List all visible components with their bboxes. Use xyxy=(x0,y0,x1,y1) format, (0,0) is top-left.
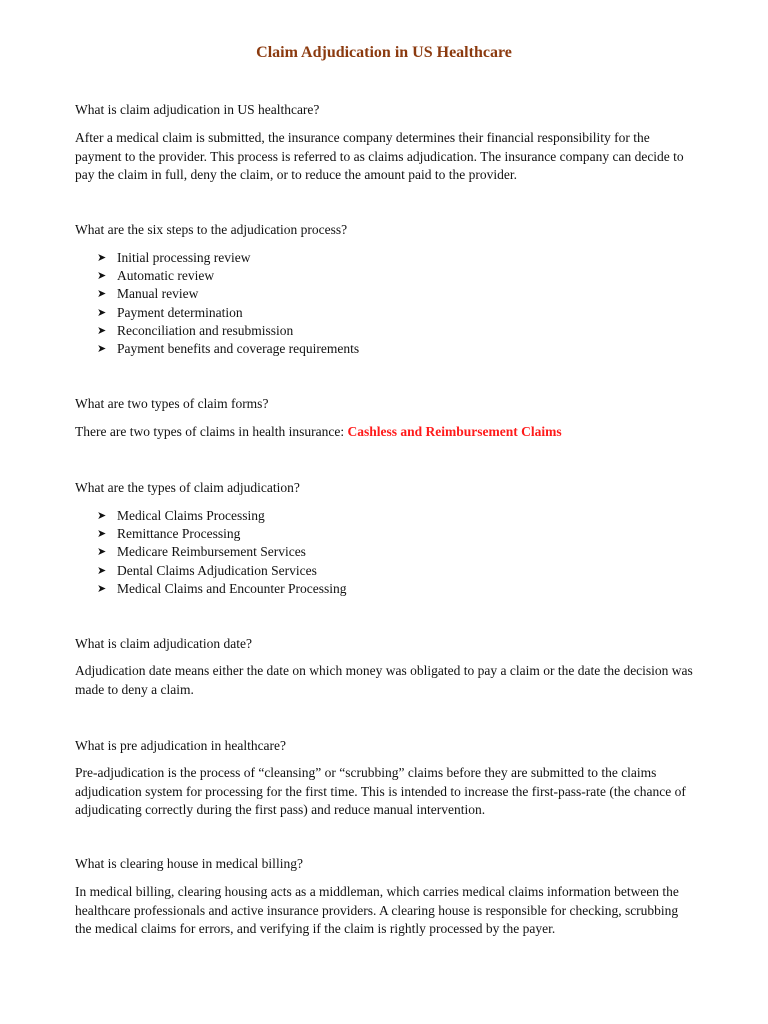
arrowhead-icon: ➤ xyxy=(97,324,107,337)
six-steps-list-block xyxy=(75,249,695,358)
arrowhead-icon: ➤ xyxy=(97,306,107,319)
list-item: ➤ Payment determination xyxy=(97,304,695,322)
question: What is clearing house in medical billing? xyxy=(75,856,303,871)
list-item: ➤ Dental Claims Adjudication Services xyxy=(97,562,695,580)
list-item: ➤ Reconciliation and resubmission xyxy=(97,322,695,340)
arrowhead-icon: ➤ xyxy=(97,564,107,577)
section-six-steps xyxy=(75,221,695,240)
claim-forms-answer-block xyxy=(75,423,695,442)
arrowhead-icon: ➤ xyxy=(97,510,107,522)
question: What are two types of claim forms? xyxy=(75,396,269,411)
types-list-block xyxy=(75,507,695,598)
section-pre-adjudication xyxy=(75,737,695,756)
answer xyxy=(75,423,695,442)
section-what-is-adjudication xyxy=(75,101,695,120)
pre-adjudication-answer-block xyxy=(75,764,695,820)
answer-prefix: There are two types of claims in health insurance: xyxy=(75,424,348,439)
answer-block xyxy=(75,129,695,185)
question: What is claim adjudication date? xyxy=(75,636,252,651)
clearing-house-answer-block xyxy=(75,883,695,939)
section-adjudication-date xyxy=(75,635,695,654)
arrowhead-icon: ➤ xyxy=(97,342,107,355)
section-claim-forms xyxy=(75,395,695,414)
arrowhead-icon: ➤ xyxy=(97,288,107,301)
arrowhead-icon: ➤ xyxy=(97,546,107,559)
arrowhead-icon: ➤ xyxy=(97,528,107,541)
answer: Pre-adjudication is the process of “cleansing” or “scrubbing” claims before they are submitted to the claims adjudication system for processing for the first time. This is intended to increase the first-pass-rate (the chance of adjudicating correctly during the first pass) and reduce manual intervention. xyxy=(75,765,686,817)
adjudication-types-list xyxy=(75,507,695,598)
list-item: ➤ Initial processing review xyxy=(97,249,695,267)
list-item: ➤ Medical Claims Processing xyxy=(97,507,695,525)
list-item: ➤ Remittance Processing xyxy=(97,525,695,543)
list-item: ➤ Medical Claims and Encounter Processing xyxy=(97,580,695,598)
six-steps-list xyxy=(75,249,695,358)
page-title: Claim Adjudication in US Healthcare xyxy=(256,44,512,61)
question: What is pre adjudication in healthcare? xyxy=(75,738,287,753)
arrowhead-icon: ➤ xyxy=(97,582,107,595)
answer: After a medical claim is submitted, the insurance company determines their financial responsibility for the payment to the provider. This process is referred to as claims adjudication. The insurance company can decide to pay the claim in full, deny the claim, or to reduce the amount paid to the provider. xyxy=(75,130,684,182)
list-item: ➤ Payment benefits and coverage requirements xyxy=(97,340,695,358)
section-types-of-adjudication xyxy=(75,479,695,498)
question: What is claim adjudication in US healthcare? xyxy=(75,102,320,117)
list-item: ➤ Medicare Reimbursement Services xyxy=(97,543,695,561)
answer: Adjudication date means either the date on which money was obligated to pay a claim or the date the decision was made to deny a claim. xyxy=(75,663,693,697)
list-item: ➤ Manual review xyxy=(97,285,695,303)
arrowhead-icon: ➤ xyxy=(97,270,107,283)
adjudication-date-answer-block xyxy=(75,662,695,699)
section-clearing-house xyxy=(75,855,695,874)
arrowhead-icon: ➤ xyxy=(97,252,107,264)
question: What are the six steps to the adjudication process? xyxy=(75,222,348,237)
highlighted-claim-types: Cashless and Reimbursement Claims xyxy=(347,424,562,439)
answer: In medical billing, clearing housing acts as a middleman, which carries medical claims information between the healthcare professionals and active insurance providers. A clearing house is responsible for checking, scrubbing the medical claims for errors, and verifying if the claim is rightly processed by the payer. xyxy=(75,884,679,936)
question: What are the types of claim adjudication? xyxy=(75,480,300,495)
list-item: ➤ Automatic review xyxy=(97,267,695,285)
